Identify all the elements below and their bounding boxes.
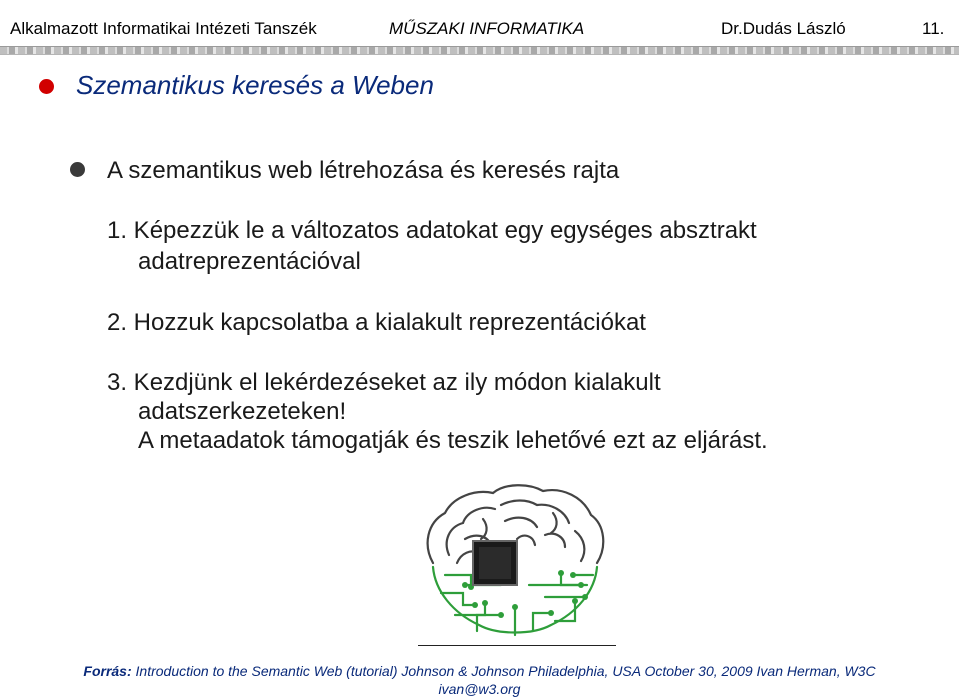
slide-header (0, 0, 959, 56)
step-1-line-1: 1. Képezzük le a változatos adatokat egy egységes absztrakt (107, 217, 757, 244)
slide-title: Szemantikus keresés a Weben (76, 70, 434, 100)
header-course: MŰSZAKI INFORMATIKA (389, 19, 585, 38)
header-institute: Alkalmazott Informatikai Intézeti Tanszék (10, 19, 317, 38)
source-email: ivan@w3.org (438, 681, 521, 697)
step-3-line-2: adatszerkezeteken! (138, 398, 347, 425)
brain-circuit-illustration (405, 475, 625, 655)
step-3-line-1: 3. Kezdjünk el lekérdezéseket az ily módon kialakult (107, 369, 661, 396)
source-text: Introduction to the Semantic Web (tutorial) Johnson & Johnson Philadelphia, USA October 30, 2009 Ivan Herman, W3C (131, 663, 876, 679)
header-page-number: 11. (922, 19, 945, 38)
cpu-chip-icon (473, 541, 517, 585)
source-line (0, 663, 959, 679)
source-divider (418, 645, 616, 646)
step-1-line-2: adatreprezentációval (138, 248, 361, 275)
bullet-text: A szemantikus web létrehozása és keresés rajta (107, 157, 620, 184)
step-2-line-1: 2. Hozzuk kapcsolatba a kialakult reprezentációkat (107, 309, 646, 336)
header-author: Dr.Dudás László (721, 19, 846, 38)
source-label: Forrás: (83, 663, 132, 679)
step-3-line-3: A metaadatok támogatják és teszik lehetővé ezt az eljárást. (138, 427, 768, 454)
title-bullet-icon (39, 79, 54, 94)
bullet-icon (70, 162, 85, 177)
header-divider (0, 46, 959, 55)
